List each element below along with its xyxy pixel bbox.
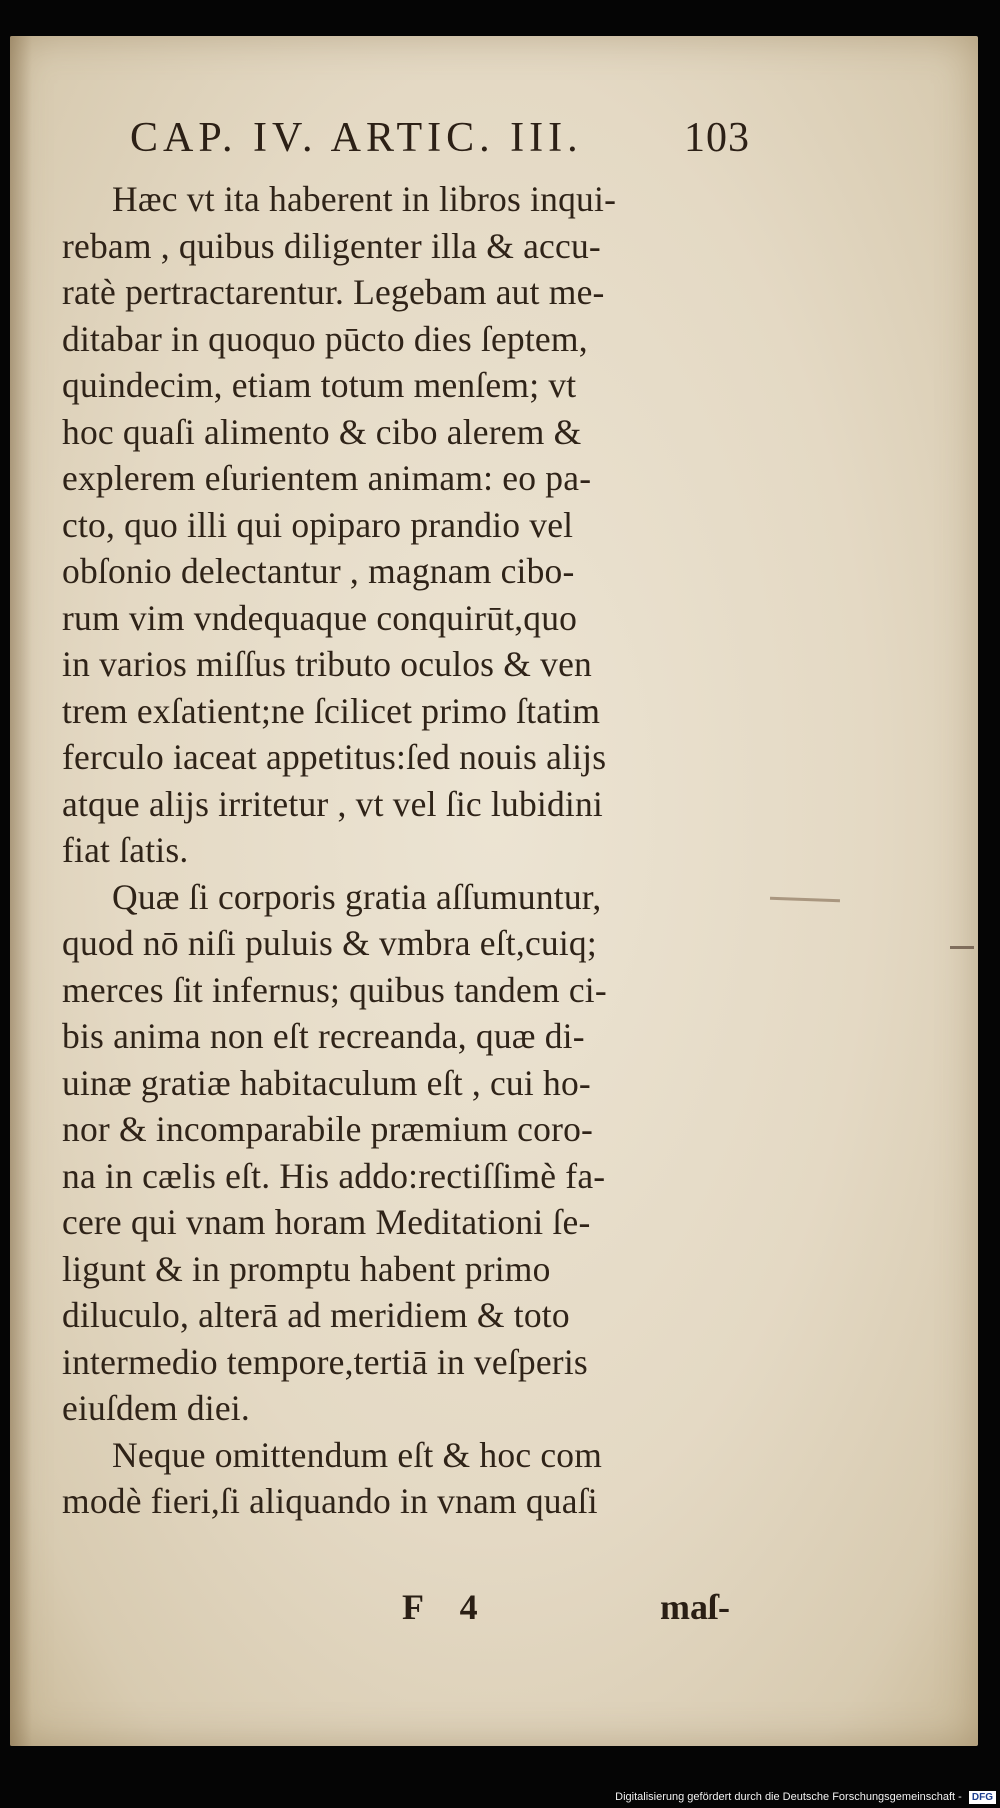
text-line: merces ſit infernus; quibus tandem ci- (62, 969, 607, 1010)
text-line: eiuſdem diei. (62, 1388, 250, 1428)
text-line: cto, quo illi qui opiparo prandio vel (62, 504, 574, 545)
running-head: CAP. IV. ARTIC. III. (130, 115, 583, 161)
text-line: na in cælis eſt. His addo:rectiſſimè fa- (62, 1155, 606, 1196)
catchword: maſ- (660, 1587, 730, 1627)
text-line: explerem eſurientem animam: eo pa- (62, 458, 592, 498)
text-line: nor & incomparabile præmium coro- (62, 1109, 594, 1149)
pencil-dash-mark (770, 897, 840, 902)
page-header (130, 114, 750, 170)
digitization-credit (615, 1791, 996, 1804)
text-line: obſonio delectantur , magnam cibo- (62, 551, 575, 591)
text-line: rebam , quibus diligenter illa & accu- (62, 225, 601, 266)
page-footer (10, 1586, 978, 1636)
signature-mark: F 4 (402, 1587, 492, 1627)
text-line: ratè pertractarentur. Legebam aut me- (62, 272, 605, 312)
text-line: Hæc vt ita haberent in libros inqui- (112, 179, 617, 219)
margin-mark (950, 946, 974, 949)
text-line: intermedio tempore,tertiā in veſperis (62, 1341, 588, 1382)
text-line: bis anima non eſt recreanda, quæ di- (62, 1016, 585, 1056)
text-line: hoc quaſi alimento & cibo alerem & (62, 411, 582, 452)
text-line: ditabar in quoquo pūcto dies ſeptem, (62, 318, 588, 359)
text-line: cere qui vnam horam Meditationi ſe- (62, 1202, 591, 1242)
text-line: quindecim, etiam totum menſem; vt (62, 365, 577, 405)
text-line: rum vim vndequaque conquirūt,quo (62, 597, 578, 638)
body-text (62, 176, 762, 1525)
text-line: atque alijs irritetur , vt vel ſic lubidini (62, 783, 603, 824)
dfg-logo: DFG (969, 1791, 996, 1804)
text-line: uinæ gratiæ habitaculum eſt , cui ho- (62, 1062, 591, 1103)
text-line: ligunt & in promptu habent primo (62, 1248, 551, 1289)
text-line: ferculo iaceat appetitus:ſed nouis alijs (62, 737, 607, 777)
text-line: fiat ſatis. (62, 830, 189, 870)
text-line: in varios miſſus tributo oculos & ven (62, 644, 593, 684)
book-page (10, 36, 978, 1746)
text-line: modè fieri,ſi aliquando in vnam quaſi (62, 1481, 598, 1521)
credit-text: Digitalisierung gefördert durch die Deutsche Forschungsgemeinschaft - (615, 1791, 962, 1803)
text-line: diluculo, alterā ad meridiem & toto (62, 1295, 570, 1335)
text-line: quod nō niſi puluis & vmbra eſt,cuiq; (62, 923, 597, 963)
text-line: Neque omittendum eſt & hoc com (112, 1434, 603, 1475)
text-line: Quæ ſi corporis gratia aſſumuntur, (112, 876, 602, 917)
text-line: trem exſatient;ne ſcilicet primo ſtatim (62, 690, 601, 731)
page-number: 103 (684, 115, 750, 161)
